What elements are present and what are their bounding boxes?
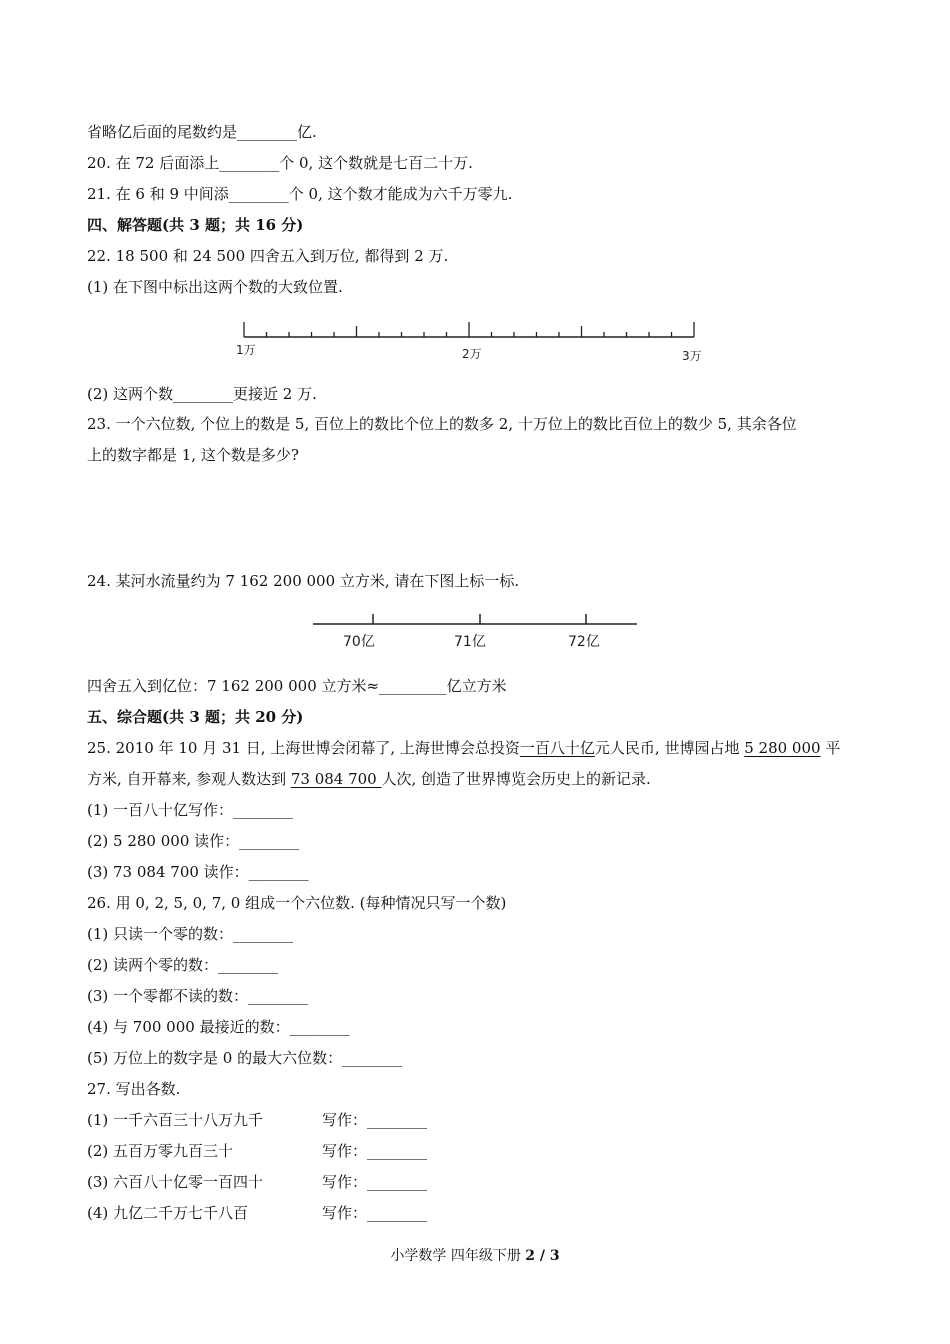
q27-item4-write: 写作：________ [322,1204,428,1222]
q27-item2-write: 写作：________ [322,1142,428,1160]
q23-line2: 上的数字都是 1, 这个数是多少? [87,446,299,464]
q25-line1: 25. 2010 年 10 月 31 日, 上海世博会闭幕了, 上海世博会总投资一百八十亿元人民币, 世博园占地 5 280 000 平 [87,739,841,757]
footer-subject: 小学数学 四年级下册 [390,1248,526,1264]
q23-line1: 23. 一个六位数, 个位上的数是 5, 百位上的数比个位上的数多 2, 十万位上的数比百位上的数少 5, 其余各位 [87,415,797,433]
q27-item3-write: 写作：________ [322,1173,428,1191]
q26-part5: (5) 万位上的数字是 0 的最大六位数：________ [87,1049,403,1067]
q27-item4: (4) 九亿二千万七千八百 [87,1204,249,1222]
q26-part1: (1) 只读一个零的数：________ [87,925,294,943]
q25-part3: (3) 73 084 700 读作：________ [87,863,309,881]
page-number: 2 / 3 [525,1248,560,1264]
q26-part4: (4) 与 700 000 最接近的数：________ [87,1018,350,1036]
q25-underlined-area: 5 280 000 [744,739,821,757]
q25-line2: 方米, 自开幕来, 参观人数达到 73 084 700 人次, 创造了世界博览会历史上的新记录. [87,770,651,788]
q25-underlined-investment: 一百八十亿 [519,739,595,757]
number-line-1 [230,318,710,370]
q27: 27. 写出各数. [87,1080,181,1098]
q26: 26. 用 0, 2, 5, 0, 7, 0 组成一个六位数. (每种情况只写一个数) [87,894,507,912]
nl2-label-70: 70亿 [343,634,375,650]
q22: 22. 18 500 和 24 500 四舍五入到万位, 都得到 2 万. [87,247,449,265]
q27-item1-write: 写作：________ [322,1111,428,1129]
q19-tail: 省略亿后面的尾数约是________亿. [87,123,317,141]
q25-part1: (1) 一百八十亿写作：________ [87,801,294,819]
nl1-label-1: 1万 [236,343,256,357]
q24: 24. 某河水流量约为 7 162 200 000 立方米, 请在下图上标一标. [87,572,520,590]
q22-part2: (2) 这两个数________更接近 2 万. [87,385,317,403]
q24-rounding: 四舍五入到亿位：7 162 200 000 立方米≈_________亿立方米 [87,677,507,695]
q27-item3: (3) 六百八十亿零一百四十 [87,1173,264,1191]
q27-item2: (2) 五百万零九百三十 [87,1142,234,1160]
q20: 20. 在 72 后面添上________个 0, 这个数就是七百二十万. [87,154,473,172]
q26-part3: (3) 一个零都不读的数：________ [87,987,309,1005]
q25-part2: (2) 5 280 000 读作：________ [87,832,300,850]
q21: 21. 在 6 和 9 中间添________个 0, 这个数才能成为六千万零九. [87,185,513,203]
section-5-heading: 五、综合题(共 3 题；共 20 分) [87,708,304,726]
nl1-label-3: 3万 [682,349,702,363]
nl2-label-72: 72亿 [568,634,600,650]
q25-underlined-visitors: 73 084 700 [290,770,382,788]
nl1-label-2: 2万 [462,347,482,361]
nl2-label-71: 71亿 [454,634,486,650]
page-footer [0,1245,950,1265]
q26-part2: (2) 读两个零的数：________ [87,956,279,974]
number-line-2 [305,608,650,654]
q22-part1: (1) 在下图中标出这两个数的大致位置. [87,278,343,296]
q27-item1: (1) 一千六百三十八万九千 [87,1111,264,1129]
section-4-heading: 四、解答题(共 3 题；共 16 分) [87,216,304,234]
